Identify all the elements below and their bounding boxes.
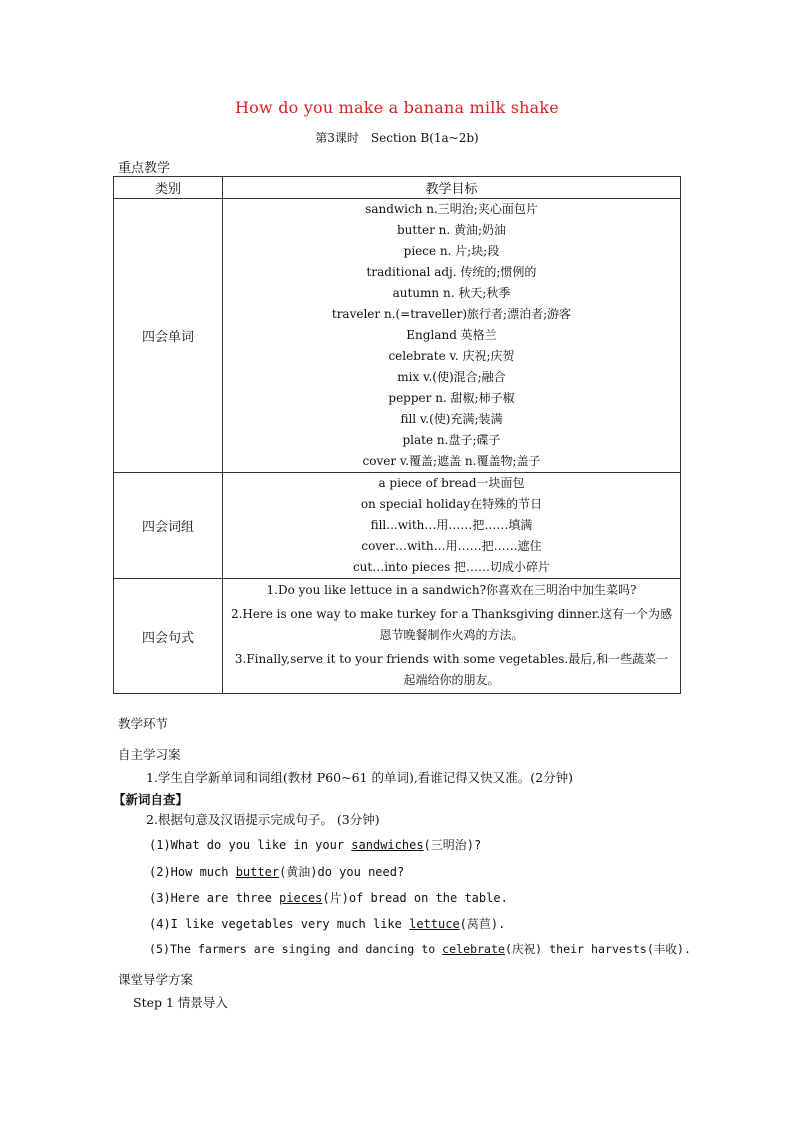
category-words: 四会单词 xyxy=(114,199,223,473)
focus-teaching-label: 重点教学 xyxy=(118,161,171,176)
sentences-cell xyxy=(223,579,681,694)
list-item: cut…into pieces 把……切成小碎片 xyxy=(352,560,551,574)
self-study-heading: 自主学习案 xyxy=(118,747,181,762)
list-item: mix v.(使)混合;融合 xyxy=(397,370,506,384)
question-1 xyxy=(149,836,481,853)
phrases-cell xyxy=(223,473,681,579)
list-item: cover…with…用……把……遮住 xyxy=(361,539,542,553)
step-1: Step 1 情景导入 xyxy=(133,995,228,1010)
question-4 xyxy=(149,915,505,932)
words-cell xyxy=(223,199,681,473)
list-item: autumn n. 秋天;秋季 xyxy=(392,286,511,300)
list-item: 2.Here is one way to make turkey for a Thanksgiving dinner.这有一个为感恩节晚餐制作火鸡的方法。 xyxy=(230,607,673,642)
answer-blank: celebrate xyxy=(442,942,505,956)
table-row-phrases xyxy=(114,473,681,579)
table-row-words xyxy=(114,199,681,473)
list-item: 1.Do you like lettuce in a sandwich?你喜欢在三明治中加生菜吗? xyxy=(266,583,637,597)
question-text: (片)of bread on the table. xyxy=(322,891,508,905)
answer-blank: sandwiches xyxy=(351,838,424,852)
category-phrases: 四会词组 xyxy=(114,473,223,579)
teaching-steps-heading: 教学环节 xyxy=(118,716,169,731)
list-item: cover v.覆盖;遮盖 n.覆盖物;盖子 xyxy=(362,454,541,468)
list-item: fill...with…用……把……填满 xyxy=(370,518,533,532)
list-item: traditional adj. 传统的;惯例的 xyxy=(366,265,537,279)
list-item: 3.Finally,serve it to your friends with some vegetables.最后,和一些蔬菜一起端给你的朋友。 xyxy=(234,652,669,687)
document-title: How do you make a banana milk shake xyxy=(235,98,559,117)
question-2 xyxy=(149,863,404,880)
table-row-sentences xyxy=(114,579,681,694)
list-item: on special holiday在特殊的节日 xyxy=(360,497,543,511)
question-5 xyxy=(149,941,691,957)
category-sentences: 四会句式 xyxy=(114,579,223,694)
list-item: plate n.盘子;碟子 xyxy=(402,433,501,447)
question-text: (1)What do you like in your xyxy=(149,838,352,852)
list-item: England 英格兰 xyxy=(406,328,497,342)
question-3 xyxy=(149,889,508,906)
task-2: 2.根据句意及汉语提示完成句子。 (3分钟) xyxy=(146,812,380,827)
header-objective: 教学目标 xyxy=(223,177,681,199)
question-text: (3)Here are three xyxy=(149,891,280,905)
answer-blank: butter xyxy=(235,865,280,879)
list-item: traveler n.(=traveller)旅行者;漂泊者;游客 xyxy=(331,307,572,321)
answer-blank: pieces xyxy=(279,891,323,905)
list-item: piece n. 片;块;段 xyxy=(403,244,500,258)
table-header-row xyxy=(114,177,681,199)
objectives-table xyxy=(113,176,681,694)
list-item: fill v.(使)充满;装满 xyxy=(400,412,503,426)
question-text: (5)The farmers are singing and dancing to xyxy=(149,942,443,956)
list-item: pepper n. 甜椒;柿子椒 xyxy=(388,391,515,405)
list-item: sandwich n.三明治;夹心面包片 xyxy=(365,202,538,216)
list-item: celebrate v. 庆祝;庆贺 xyxy=(388,349,515,363)
list-item: butter n. 黄油;奶油 xyxy=(396,223,507,237)
list-item: a piece of bread一块面包 xyxy=(378,476,525,490)
answer-blank: lettuce xyxy=(409,917,460,931)
question-text: (三明治)? xyxy=(423,838,482,852)
task-1: 1.学生自学新单词和词组(教材 P60~61 的单词),看谁记得又快又准。(2分钟) xyxy=(146,770,574,785)
question-text: (黄油)do you need? xyxy=(279,865,405,879)
question-text: (4)I like vegetables very much like xyxy=(149,917,410,931)
document-subtitle: 第3课时 Section B(1a~2b) xyxy=(315,131,479,145)
question-text: (莴苣). xyxy=(459,917,506,931)
header-category: 类别 xyxy=(114,177,223,199)
question-text: (2)How much xyxy=(149,865,236,879)
classroom-guide-heading: 课堂导学方案 xyxy=(118,972,194,987)
question-text: (庆祝) their harvests(丰收). xyxy=(505,942,691,956)
word-check-heading: 【新词自查】 xyxy=(113,792,189,807)
